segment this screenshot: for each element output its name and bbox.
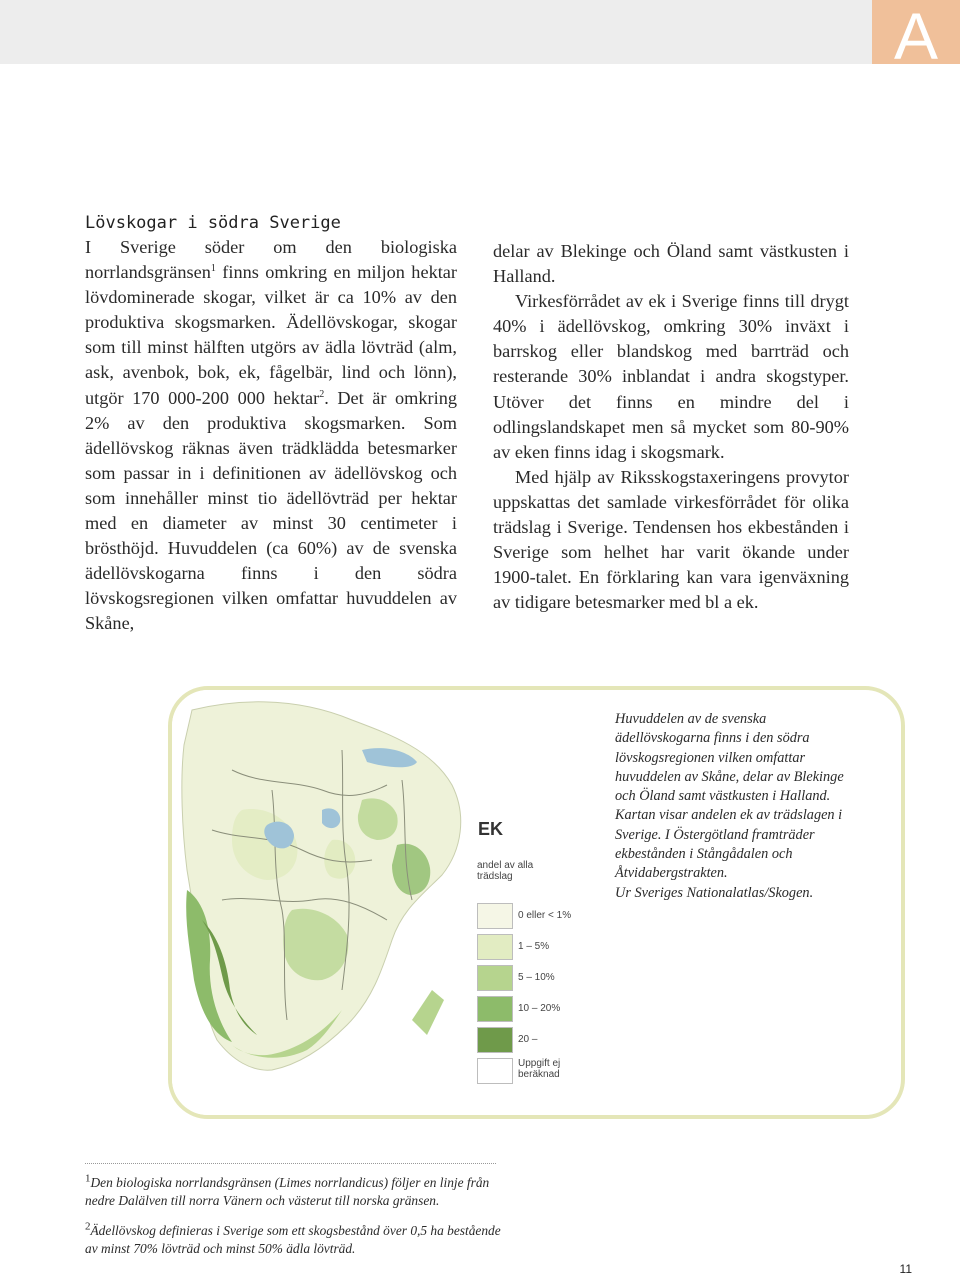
map-caption [615,710,850,903]
legend-swatch-4 [477,1027,513,1053]
right-paragraph-2: Virkesförrådet av ek i Sverige finns till drygt 40% i ädellövskog, omkring 30% inväxt i barrskog eller blandskog med barrträd och resterande 30% inblandat i andra skogstyper. Utöver det finns en mindre del i odlingslandskapet men så mycket som 80-90% av eken finns idag i skogsmark. [493,291,849,462]
legend-label-5: Uppgift ej beräknad [518,1058,561,1080]
legend-swatch-0 [477,903,513,929]
footnote-ref-1: 1 [210,263,216,274]
footnote-text: Den biologiska norrlandsgränsen (Limes norrlandicus) följer en linje från nedre Dalälven till norra Vänern och västerut till norska gränsen. [85,1175,490,1208]
footnote-ref-2: 2 [319,388,325,400]
footnote-number: 1 [85,1172,91,1185]
legend-swatch-3 [477,996,513,1022]
footnote-text: Ädellövskog definieras i Sverige som ett skogsbestånd över 0,5 ha bestående av minst 70% lövträd och minst 50% ädla lövträd. [85,1223,501,1256]
footnote-number: 2 [85,1220,91,1233]
legend-swatch-2 [477,965,513,991]
caption-text: Huvuddelen av de svenska ädellövskogarna finns i den södra lövskogsregionen vilken omfattar huvuddelen av Skåne, delar av Blekinge och Öland samt västkusten i Halland. Kartan visar andelen ek av trädslagen i Sverige. I Östergötland framträder ekbestånden i Stångådalen och Åtvidabergstrakten. [615,711,844,882]
right-paragraph-1: delar av Blekinge och Öland samt västkusten i Halland. [493,241,849,287]
right-column [493,239,849,615]
legend-title: EK [478,819,504,839]
text-span: finns omkring en miljon hektar lövdominerade skogar, vilket är ca 10% av den produktiva skogsmarken. Ädellövskogar, skogar som till minst hälften utgörs av ädla lövträd (alm, ask, avenbok, bok, ek, fågelbär, lind och lönn), utgör 170 000-200 000 hektar [85,262,457,408]
text-span: I Sverige söder om den biologiska norrlandsgränsen [85,237,457,283]
section-tab [872,0,960,73]
section-tab-letter: A [893,0,939,73]
text-span: . Det är omkring 2% av den produktiva skogsmarken. Som ädellövskog räknas även trädklädda betesmarker som passar in i definitionen av ädellövskog och som innehåller minst tio ädellövträd per hektar med en diameter av minst 30 centimeter i brösthöjd. Huvuddelen (ca 60%) av de svenska ädellövskogarna finns i den södra lövskogsregionen vilken omfattar huvuddelen av Skåne, [85,387,457,634]
legend-label-4: 20 – [518,1034,538,1045]
legend-swatch-1 [477,934,513,960]
footnote-2 [85,1222,515,1258]
footnote-divider [85,1163,496,1164]
left-column [85,235,457,637]
legend-label-3: 10 – 20% [518,1003,561,1014]
map-figure [168,686,905,1119]
left-paragraph [85,235,457,637]
footnote-1 [85,1174,515,1210]
right-paragraph-3: Med hjälp av Riksskogstaxeringens provytor uppskattas det samlade virkesförrådet för olika trädslag i Sverige. Tendensen hos ekbestånden i Sverige som helhet har varit ökande under 1900-talet. En förklaring kan vara igenväxning av tidigare betesmarker med bl a ek. [493,466,849,613]
legend-subtitle: andel av alla trädslag [477,860,534,882]
page-number: 11 [899,1262,912,1276]
top-gray-band [0,0,872,64]
legend-label-0: 0 eller < 1% [518,910,572,921]
legend-swatch-5 [477,1058,513,1084]
legend-label-1: 1 – 5% [518,941,550,952]
section-heading: Lövskogar i södra Sverige [85,213,341,233]
legend-label-2: 5 – 10% [518,972,555,983]
caption-source: Ur Sveriges Nationalatlas/Skogen. [615,884,814,901]
